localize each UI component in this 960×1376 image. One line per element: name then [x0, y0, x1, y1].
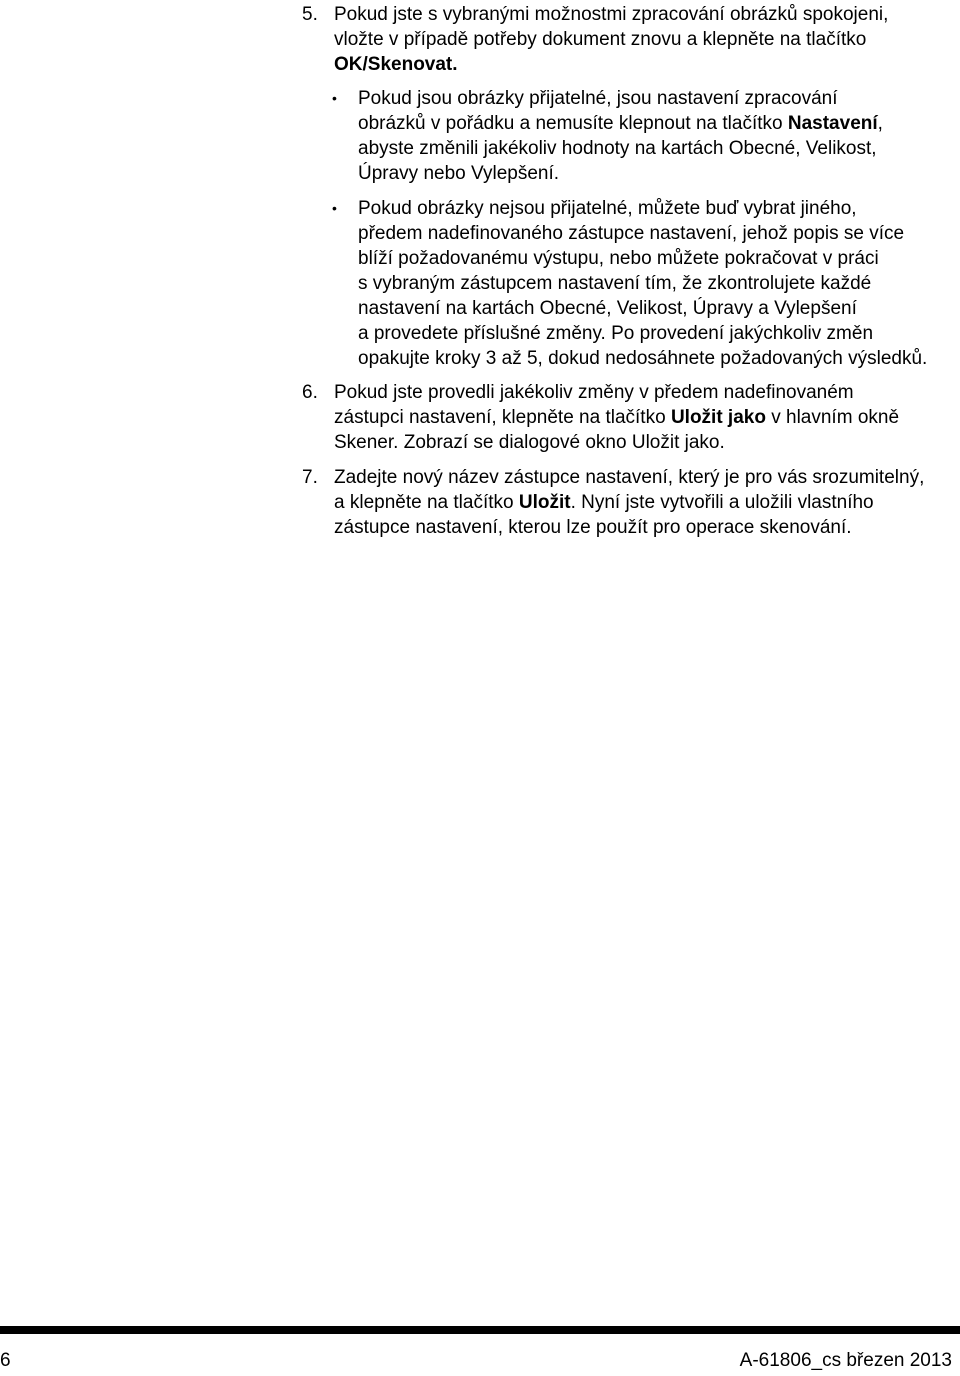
step-text — [334, 465, 956, 540]
step-number: 6. — [302, 382, 318, 403]
bold-term: Uložit — [518, 492, 571, 513]
text-line: s vybraným zástupcem nastavení tím, že zkontrolujete každé — [358, 273, 872, 294]
text-line: a provedete příslušné změny. Po provedení jakýchkoliv změn — [358, 323, 874, 344]
step-text — [334, 2, 956, 77]
text-line: opakujte kroky 3 až 5, dokud nedosáhnete požadovaných výsledků. — [358, 348, 928, 369]
text-line: Zadejte nový název zástupce nastavení, který je pro vás srozumitelný, — [334, 467, 925, 488]
text-line: Pokud jste provedli jakékoliv změny v předem nadefinovaném — [334, 382, 854, 403]
bold-term: Uložit jako — [670, 407, 766, 428]
bold-term: OK/Skenovat. — [334, 54, 458, 75]
bullet-text — [358, 196, 958, 371]
text-line: zástupci nastavení, klepněte na tlačítko Uložit jako v hlavním okně — [334, 407, 900, 428]
text-line: Pokud jste s vybranými možnostmi zpracování obrázků spokojeni, — [334, 4, 889, 25]
page-number: 6 — [0, 1350, 11, 1371]
bullet-icon: • — [332, 200, 337, 216]
text-line: vložte v případě potřeby dokument znovu a klepněte na tlačítko — [334, 29, 867, 50]
text-line: Úpravy nebo Vylepšení. — [358, 163, 560, 184]
bullet-icon: • — [332, 90, 337, 106]
bold-term: Nastavení — [787, 113, 878, 134]
text-line: předem nadefinovaného zástupce nastavení, jehož popis se více — [358, 223, 905, 244]
text-line: Skener. Zobrazí se dialogové okno Uložit jako. — [334, 432, 725, 453]
footer-divider — [0, 1326, 960, 1334]
bullet-text — [358, 86, 958, 186]
step-text — [334, 380, 956, 455]
text-line: blíží požadovanému výstupu, nebo můžete pokračovat v práci — [358, 248, 879, 269]
text-line — [334, 52, 956, 77]
text-line: Pokud jsou obrázky přijatelné, jsou nastavení zpracování — [358, 88, 838, 109]
text-line: abyste změnili jakékoliv hodnoty na kartách Obecné, Velikost, — [358, 138, 877, 159]
text-line: obrázků v pořádku a nemusíte klepnout na tlačítko Nastavení, — [358, 113, 883, 134]
text-line: Pokud obrázky nejsou přijatelné, můžete buď vybrat jiného, — [358, 198, 857, 219]
text-line: zástupce nastavení, kterou lze použít pro operace skenování. — [334, 517, 852, 538]
text-line: nastavení na kartách Obecné, Velikost, Úpravy a Vylepšení — [358, 298, 857, 319]
text-line: a klepněte na tlačítko Uložit. Nyní jste vytvořili a uložili vlastního — [334, 492, 874, 513]
step-number: 7. — [302, 467, 318, 488]
step-number: 5. — [302, 4, 318, 25]
document-info: A-61806_cs březen 2013 — [739, 1350, 952, 1371]
